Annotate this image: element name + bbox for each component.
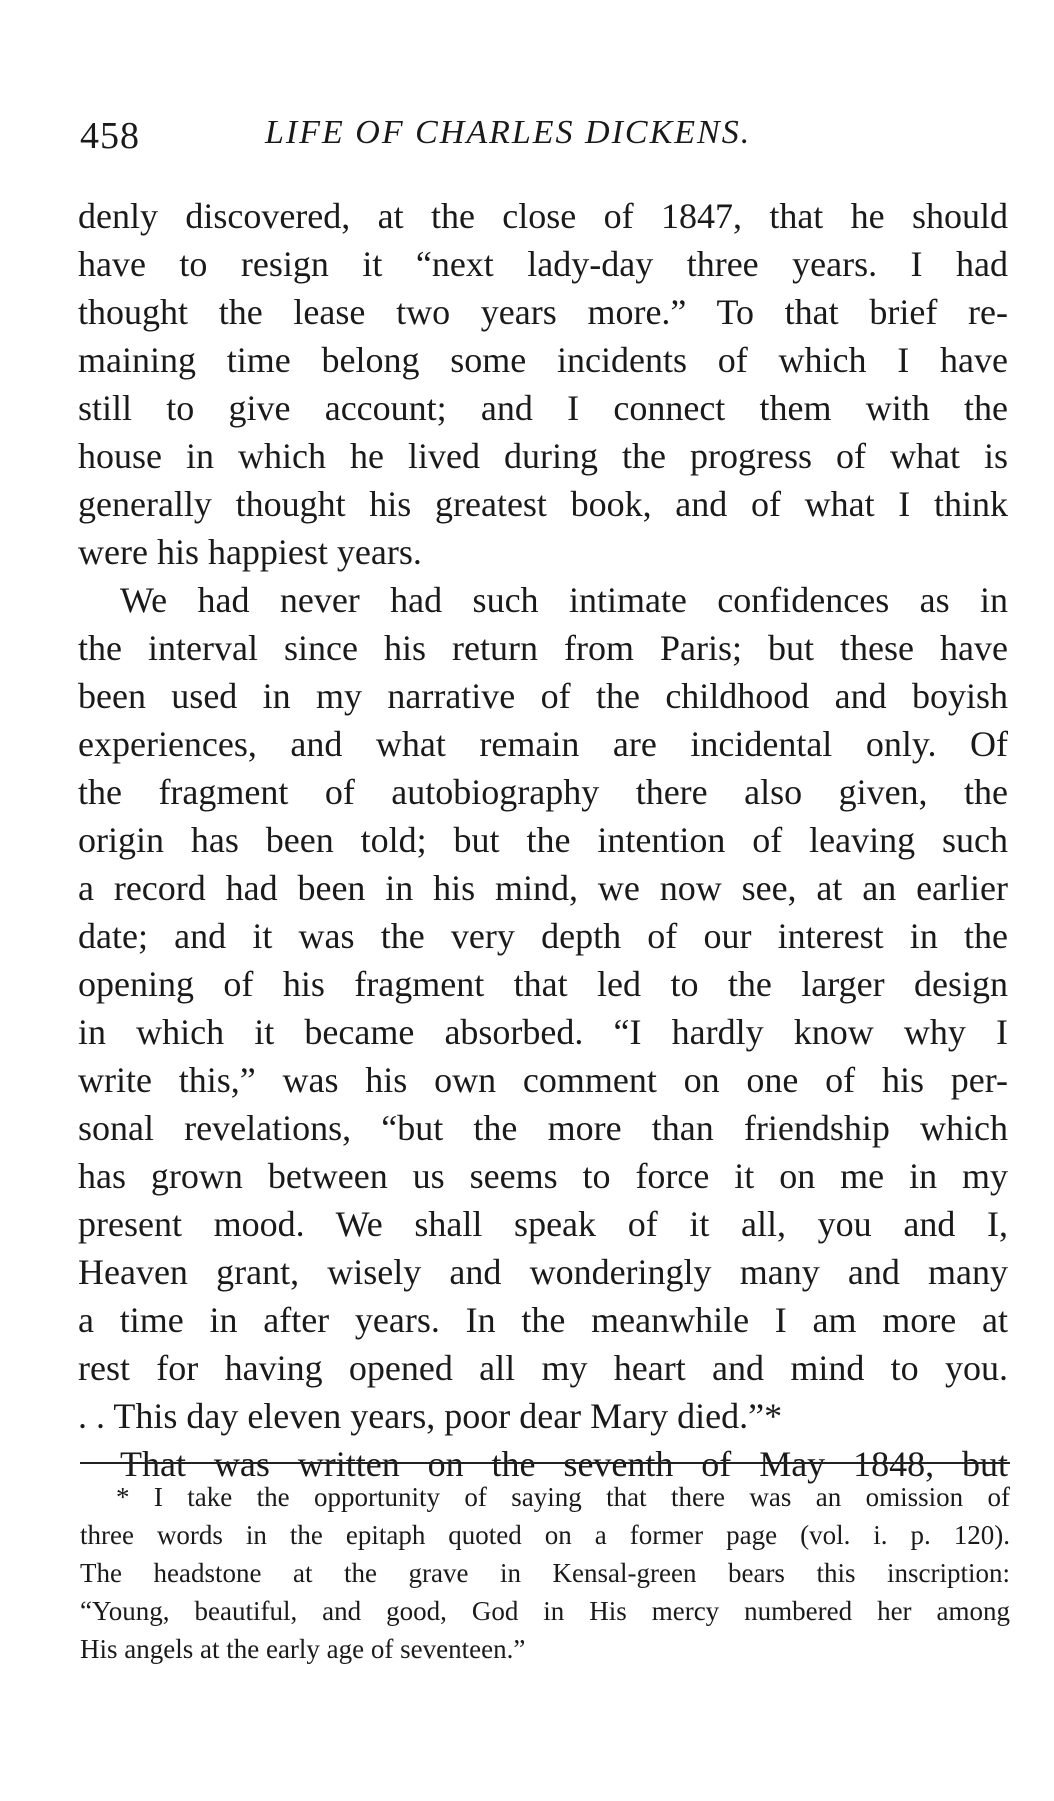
text-line: has grown between us seems to force it on me in my — [78, 1156, 1008, 1196]
running-head — [80, 114, 1010, 160]
text-line: rest for having opened all my heart and mind to you. — [78, 1348, 1008, 1388]
text-line: We had never had such intimate confidences as in — [120, 580, 1008, 620]
text-line: the fragment of autobiography there also given, the — [78, 772, 1008, 812]
body-text — [78, 192, 1008, 1488]
page-number: 458 — [80, 115, 140, 157]
footnote-line: * I take the opportunity of saying that there was an omission of — [116, 1482, 1010, 1512]
footnote-line: “Young, beautiful, and good, God in His mercy numbered her among — [80, 1596, 1010, 1626]
text-line: house in which he lived during the progress of what is — [78, 436, 1008, 476]
text-line: Heaven grant, wisely and wonderingly many and many — [78, 1252, 1008, 1292]
text-line: generally thought his greatest book, and of what I think — [78, 484, 1008, 524]
text-line: . . This day eleven years, poor dear Mary died.”* — [78, 1396, 783, 1436]
text-line: a time in after years. In the meanwhile I am more at — [78, 1300, 1008, 1340]
text-line: write this,” was his own comment on one of his per- — [78, 1060, 1008, 1100]
text-line: a record had been in his mind, we now see, at an earlier — [78, 868, 1008, 908]
text-line: date; and it was the very depth of our interest in the — [78, 916, 1008, 956]
text-line: maining time belong some incidents of which I have — [78, 340, 1008, 380]
footnote-line: three words in the epitaph quoted on a former page (vol. i. p. 120). — [80, 1520, 1010, 1550]
text-line: denly discovered, at the close of 1847, that he should — [78, 196, 1008, 236]
text-line: opening of his fragment that led to the larger design — [78, 964, 1008, 1004]
text-line: have to resign it “next lady-day three years. I had — [78, 244, 1008, 284]
running-title: LIFE OF CHARLES DICKENS. — [265, 114, 752, 151]
text-line: in which it became absorbed. “I hardly know why I — [78, 1012, 1008, 1052]
text-line: been used in my narrative of the childhood and boyish — [78, 676, 1008, 716]
text-line: sonal revelations, “but the more than friendship which — [78, 1108, 1008, 1148]
footnote-line: The headstone at the grave in Kensal-green bears this inscription: — [80, 1558, 1010, 1588]
text-line: were his happiest years. — [78, 532, 422, 572]
footnote-line: His angels at the early age of seventeen.” — [80, 1634, 526, 1664]
text-line: origin has been told; but the intention of leaving such — [78, 820, 1008, 860]
text-line: thought the lease two years more.” To that brief re- — [78, 292, 1008, 332]
text-line: the interval since his return from Paris; but these have — [78, 628, 1008, 668]
text-line: experiences, and what remain are incidental only. Of — [78, 724, 1008, 764]
text-line: still to give account; and I connect them with the — [78, 388, 1008, 428]
footnote — [80, 1478, 1010, 1668]
footnote-rule — [80, 1462, 1010, 1464]
text-line: That was written on the seventh of May 1848, but — [120, 1444, 1008, 1484]
text-line: present mood. We shall speak of it all, you and I, — [78, 1204, 1008, 1244]
